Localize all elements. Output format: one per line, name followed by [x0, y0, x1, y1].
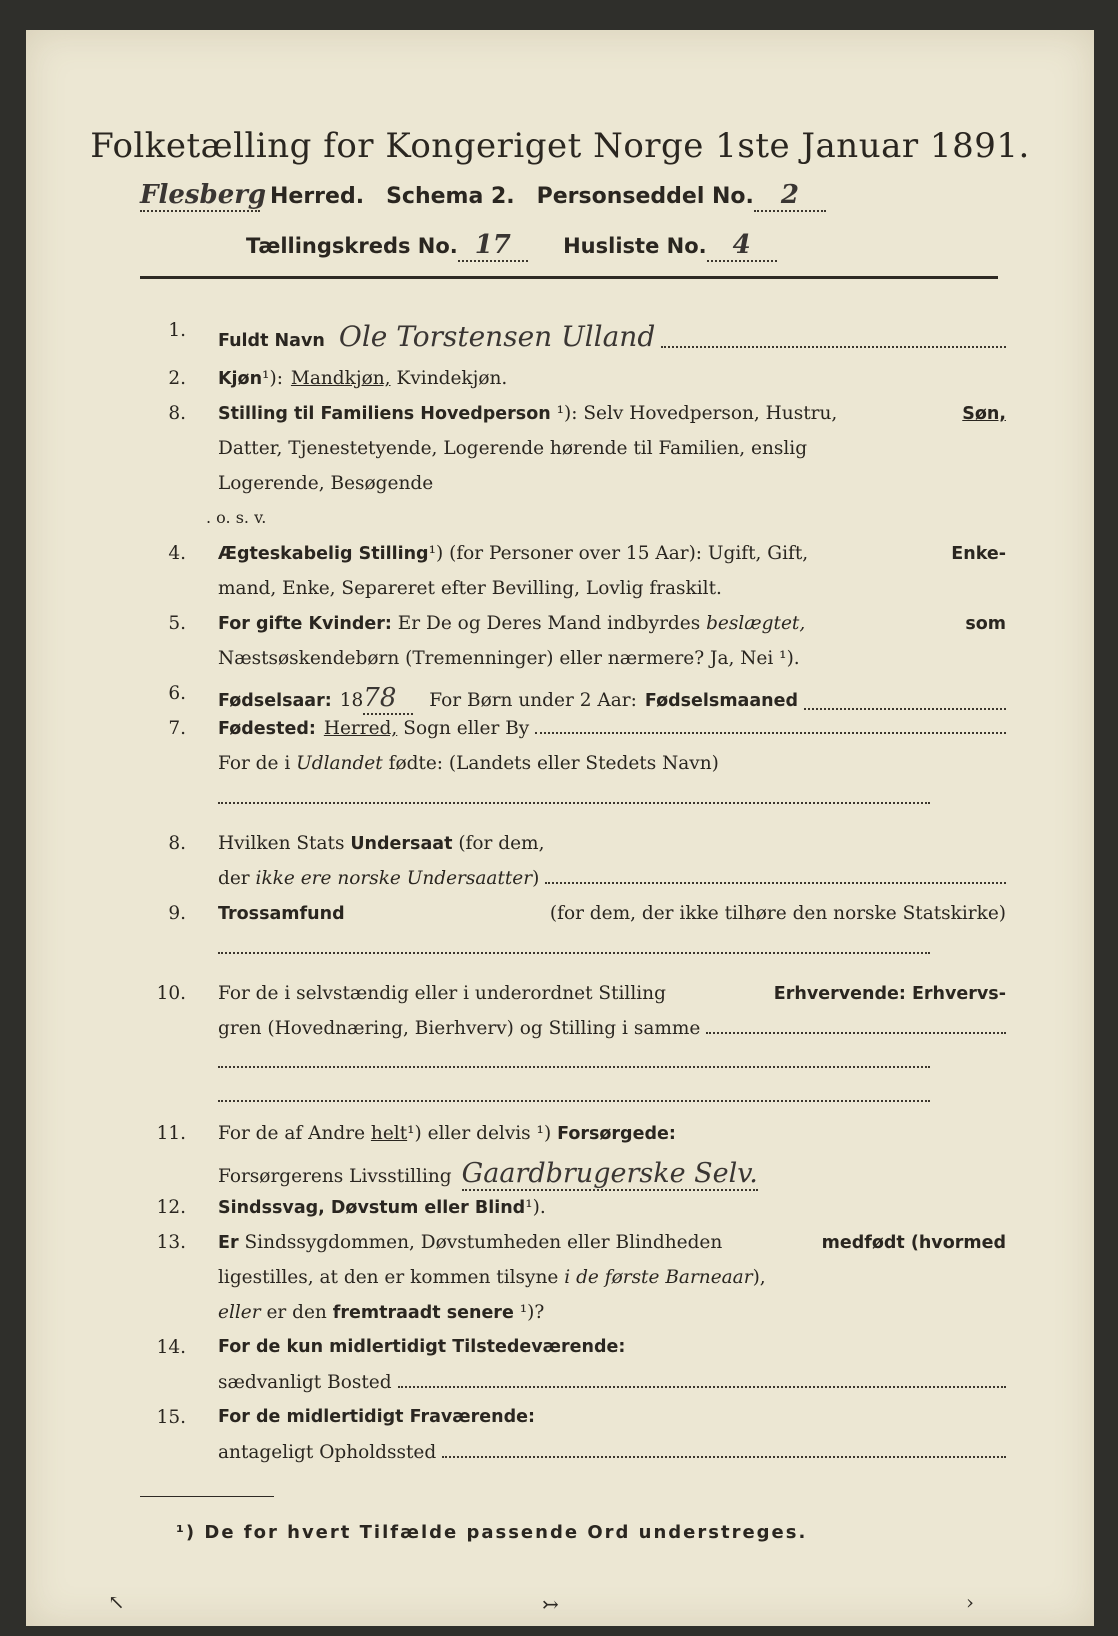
field-3-label: Stilling til Familiens Hovedperson [218, 404, 551, 424]
field-5-label: For gifte Kvinder: [218, 614, 392, 634]
field-number: 8. [168, 833, 186, 854]
field-number: 11. [156, 1123, 186, 1144]
field-8-text: (for dem, [458, 833, 545, 854]
field-3-text: . o. s. v. [206, 508, 267, 527]
field-10-text: gren (Hovednæring, Bierhverv) og Stilling i samme [218, 1018, 701, 1039]
birth-year-value: 78 [363, 683, 397, 713]
field-14-label: For de kun midlertidigt Tilstedeværende: [218, 1337, 626, 1357]
blank-line [218, 802, 930, 804]
field-5-italic: beslægtet, [706, 613, 806, 634]
field-number: 10. [156, 983, 186, 1004]
field-number: 7. [168, 718, 186, 739]
field-8-label: Hvilken Stats [218, 833, 345, 854]
selected-option-herred: Herred, [323, 718, 398, 739]
field-4-text: (for Personer over 15 Aar): Ugift, Gift, [449, 543, 809, 564]
blank-line [218, 1066, 930, 1068]
field-number: 1. [168, 320, 186, 341]
field-8-italic: ikke ere norske Undersaatter [255, 868, 533, 889]
field-13-italic: i de første Barneaar [564, 1267, 753, 1288]
field-11-text: ¹) eller delvis ¹) [407, 1123, 552, 1144]
field-7-text: fødte: (Landets eller Stedets Navn) [388, 753, 719, 774]
field-7-italic: Udlandet [296, 753, 383, 774]
paren: ) [532, 868, 540, 889]
taellingskreds-label: Tællingskreds No. [246, 234, 458, 258]
field-11-text: Forsørgerens Livsstilling [218, 1166, 452, 1187]
field-15-text: antageligt Opholdssted [218, 1442, 437, 1463]
personseddel-label: Personseddel No. [536, 184, 754, 209]
field-14-text: sædvanligt Bosted [218, 1372, 392, 1393]
field-number: 8. [168, 403, 186, 424]
footnote-mark: ¹) [262, 368, 277, 389]
field-7-text: For de i [218, 753, 291, 774]
field-number: 15. [156, 1407, 186, 1428]
herred-value: Flesberg [140, 180, 267, 210]
header-rule [140, 276, 998, 279]
footnote-mark: ¹). [525, 1197, 546, 1218]
option-kvindekjon: Kvindekjøn. [396, 368, 508, 389]
field-4-text-bold: Enke- [951, 544, 1006, 564]
field-3-text: Datter, Tjenestetyende, Logerende hørende til Familien, enslig [218, 438, 808, 459]
field-8-text: der [218, 868, 250, 889]
selected-option-son: Søn, [962, 404, 1006, 424]
field-13-text: er den [266, 1302, 327, 1323]
field-11-label: For de af Andre [218, 1123, 366, 1144]
herred-label: Herred. [270, 184, 365, 209]
field-number: 9. [168, 903, 186, 924]
footnote-rule [140, 1496, 274, 1497]
field-5-text: Er De og Deres Mand indbyrdes [397, 613, 701, 634]
field-number: 13. [156, 1232, 186, 1253]
field-13-label: Er [218, 1233, 239, 1253]
field-13-text: ¹)? [519, 1302, 545, 1323]
field-4-text: mand, Enke, Separeret efter Bevilling, Lovlig fraskilt. [218, 578, 722, 599]
field-13-bold: fremtraadt senere [332, 1303, 514, 1323]
field-15-label: For de midlertidigt Fraværende: [218, 1407, 535, 1427]
field-number: 4. [168, 543, 186, 564]
page-mark: ↣ [542, 1592, 559, 1616]
field-4-label: Ægteskabelig Stilling [218, 544, 429, 564]
blank-line [218, 952, 930, 954]
form-title: Folketælling for Kongeriget Norge 1ste Januar 1891. [90, 126, 1030, 166]
field-12-label: Sindssvag, Døvstum eller Blind [218, 1198, 526, 1218]
field-13-bold: medfødt (hvormed [821, 1233, 1006, 1253]
field-number: 14. [156, 1337, 186, 1358]
footnote-mark: ¹) [428, 543, 444, 564]
field-10-label: For de i selvstændig eller i underordnet Stilling [218, 983, 666, 1004]
selected-option-mandkjon: Mandkjøn, [290, 368, 391, 389]
field-7-text: Sogn eller By [403, 718, 530, 739]
colon: : [276, 368, 283, 389]
field-number: 12. [156, 1197, 186, 1218]
field-5-bold: som [965, 614, 1006, 634]
field-9-text: (for dem, der ikke tilhøre den norske Statskirke) [549, 903, 1006, 924]
field-9-label: Trossamfund [218, 904, 345, 924]
field-7-label: Fødested: [218, 719, 316, 739]
footnote-mark: ¹) [556, 403, 572, 424]
field-6-label: Fødselsaar: [218, 691, 332, 711]
selected-option-helt: helt [370, 1123, 408, 1144]
personseddel-value: 2 [780, 180, 799, 210]
paren: ), [752, 1267, 766, 1288]
taellingskreds-value: 17 [474, 230, 511, 260]
page-mark: ↖ [108, 1590, 125, 1614]
census-form-page [26, 30, 1094, 1626]
birth-month-label: Fødselsmaaned [644, 691, 799, 711]
field-2-label: Kjøn [218, 369, 263, 389]
field-3-options: : Selv Hovedperson, Hustru, [571, 403, 838, 424]
birth-year-prefix: 18 [339, 690, 364, 711]
supporter-occupation-value: Gaardbrugerske Selv. [461, 1158, 758, 1189]
field-number: 6. [168, 683, 186, 704]
field-11-bold: Forsørgede: [557, 1124, 676, 1144]
field-10-bold: Erhvervende: Erhvervs- [773, 984, 1006, 1004]
field-6-text: For Børn under 2 Aar: [429, 690, 637, 711]
blank-line [218, 1100, 930, 1102]
field-13-text: ligestilles, at den er kommen tilsyne [218, 1267, 559, 1288]
field-3-text: Logerende, Besøgende [218, 473, 434, 494]
field-8-bold: Undersaat [350, 834, 453, 854]
full-name-value: Ole Torstensen Ulland [338, 320, 656, 353]
page-mark: › [966, 1590, 974, 1614]
herred-line [140, 180, 1000, 212]
field-5-text: Næstsøskendebørn (Tremenninger) eller nærmere? Ja, Nei ¹). [218, 648, 800, 669]
field-1-label: Fuldt Navn [218, 331, 325, 351]
husliste-label: Husliste No. [563, 234, 707, 258]
field-number: 2. [168, 368, 186, 389]
taellingskreds-line [246, 230, 946, 262]
field-13-italic: eller [218, 1302, 261, 1323]
field-13-text: Sindssygdommen, Døvstumheden eller Blindheden [244, 1232, 723, 1253]
footnote: ¹) De for hvert Tilfælde passende Ord understreges. [176, 1522, 808, 1543]
schema-label: Schema 2. [386, 184, 515, 209]
field-number: 5. [168, 613, 186, 634]
husliste-value: 4 [732, 230, 751, 260]
